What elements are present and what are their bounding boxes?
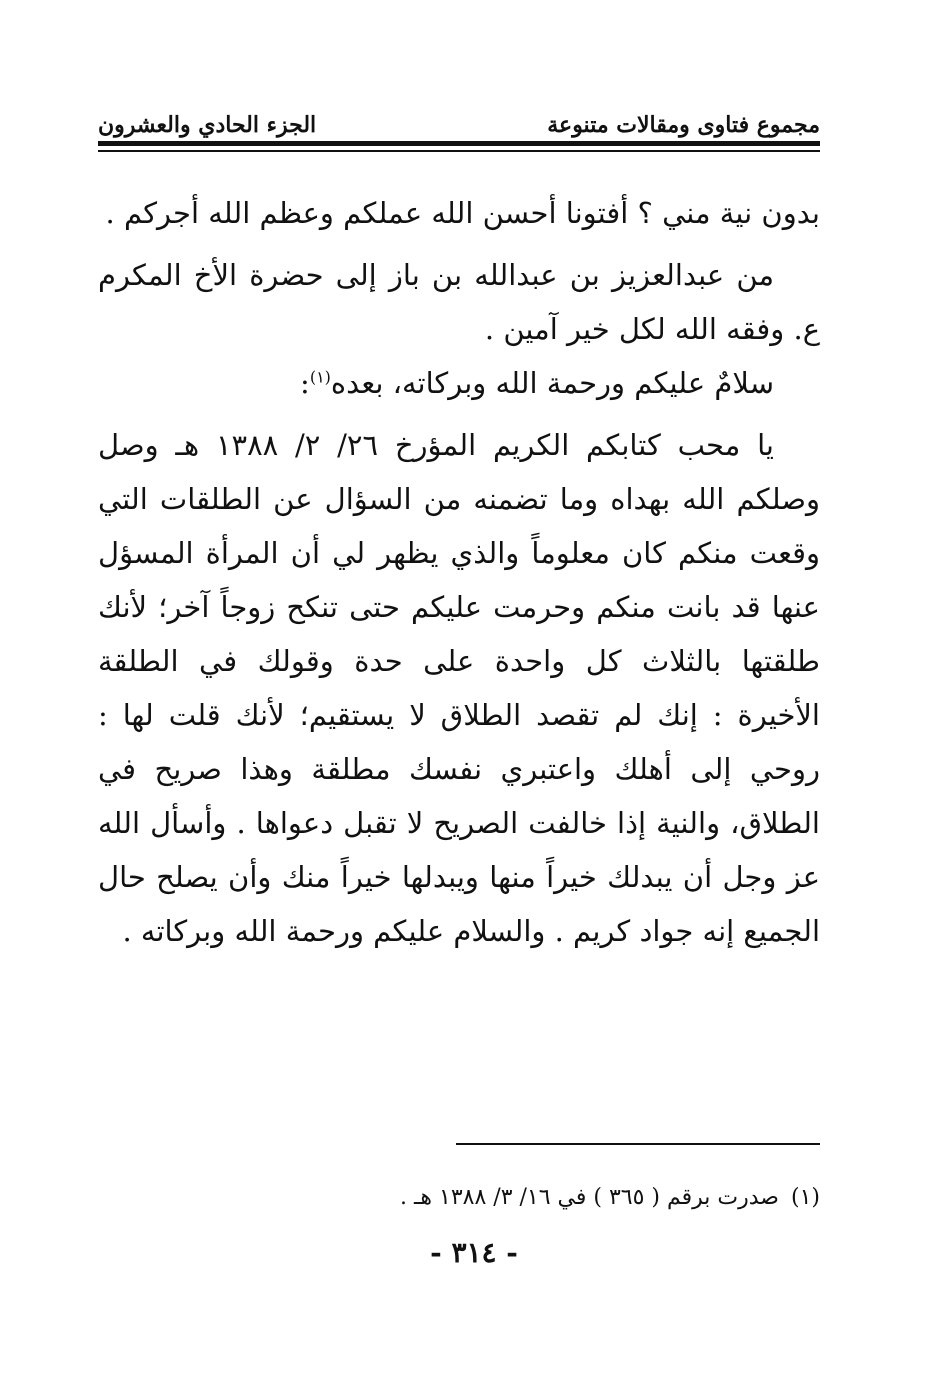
footnote-text: صدرت برقم ( ٣٦٥ ) في ١٦/ ٣/ ١٣٨٨ هـ . bbox=[399, 1185, 779, 1210]
header-rule-thin bbox=[98, 150, 820, 152]
footnote-marker: (١) bbox=[309, 367, 331, 387]
paragraph-1: بدون نية مني ؟ أفتونا أحسن الله عملكم وعظم الله أجركم . bbox=[105, 196, 820, 230]
greeting-text: سلامٌ عليكم ورحمة الله وبركاته، بعده bbox=[330, 366, 774, 400]
paragraph-2: من عبدالعزيز بن عبدالله بن باز إلى حضرة الأخ المكرم ع. وفقه الله لكل خير آمين . bbox=[98, 258, 820, 346]
page-number: - ٣١٤ - bbox=[430, 1236, 518, 1269]
paragraph-4: يا محب كتابكم الكريم المؤرخ ٢٦/ ٢/ ١٣٨٨ هـ وصل وصلكم الله بهداه وما تضمنه من السؤال عن الطلقات التي وقعت منكم كان معلوماً والذي يظهر لي أن المرأة المسؤل عنها قد بانت منكم وحرمت عليكم حتى تنكح زوجاً آخر؛ لأنك طلقتها بالثلاث كل واحدة على حدة وقولك في الطلقة الأخيرة : إنك لم تقصد الطلاق لا يستقيم؛ لأنك قلت لها : روحي إلى أهلك واعتبري نفسك مطلقة وهذا صريح في الطلاق، والنية إذا خالفت الصريح لا تقبل دعواها . وأسأل الله عز وجل أن يبدلك خيراً منها ويبدلها خيراً منك وأن يصلح حال الجميع إنه جواد كريم . والسلام عليكم ورحمة الله وبركاته . bbox=[98, 428, 820, 948]
book-title: مجموع فتاوى ومقالات متنوعة bbox=[547, 112, 820, 138]
footnote-number: (١) bbox=[790, 1185, 820, 1210]
header-rule-thick bbox=[98, 141, 820, 146]
footnote bbox=[98, 1180, 820, 1216]
footnote-rule bbox=[456, 1143, 820, 1145]
body-text bbox=[98, 186, 820, 958]
greeting-end: : bbox=[300, 366, 310, 400]
running-header bbox=[98, 98, 820, 138]
volume-label: الجزء الحادي والعشرون bbox=[98, 112, 317, 138]
paragraph-3 bbox=[98, 356, 820, 410]
